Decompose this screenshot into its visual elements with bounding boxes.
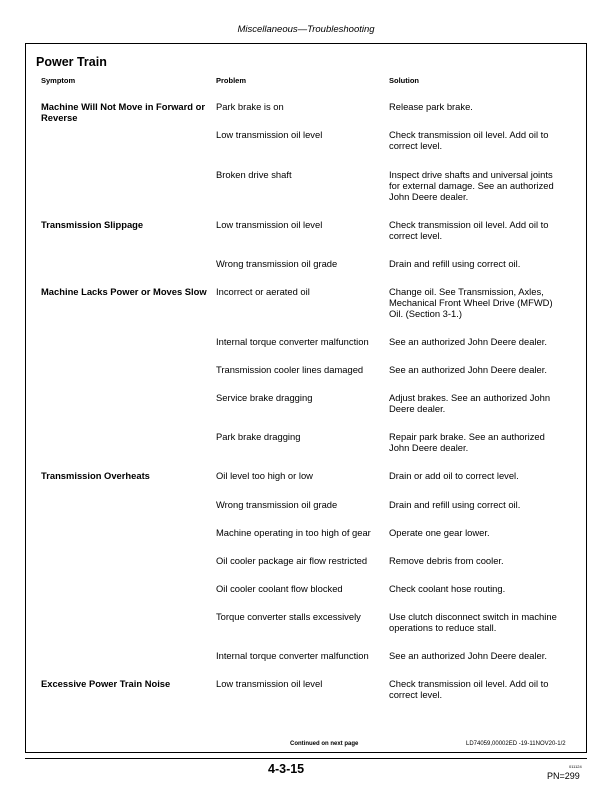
- row-13-solution: Remove debris from cooler.: [389, 555, 504, 566]
- row-10-problem: Oil level too high or low: [216, 470, 313, 481]
- row-9-problem: Park brake dragging: [216, 431, 301, 442]
- section-title: Power Train: [36, 55, 107, 69]
- small-code: 011124: [569, 764, 582, 769]
- row-9-solution: Repair park brake. See an authorized John Deere dealer.: [389, 431, 545, 453]
- row-10-solution: Drain or add oil to correct level.: [389, 470, 519, 481]
- row-0-problem: Park brake is on: [216, 101, 284, 112]
- row-3-solution: Check transmission oil level. Add oil to correct level.: [389, 219, 549, 241]
- row-7-problem: Transmission cooler lines damaged: [216, 364, 364, 375]
- document-reference: LD74059,00002ED -19-11NOV20-1/2: [466, 741, 566, 747]
- row-12-solution: Operate one gear lower.: [389, 527, 490, 538]
- row-12-problem: Machine operating in too high of gear: [216, 527, 371, 538]
- row-5-solution: Change oil. See Transmission, Axles, Mechanical Front Wheel Drive (MFWD) Oil. (Section 3-1.): [389, 286, 553, 319]
- row-15-solution: Use clutch disconnect switch in machine operations to reduce stall.: [389, 611, 557, 633]
- row-7-solution: See an authorized John Deere dealer.: [389, 364, 547, 375]
- row-14-problem: Oil cooler coolant flow blocked: [216, 583, 343, 594]
- row-6-problem: Internal torque converter malfunction: [216, 336, 369, 347]
- row-13-problem: Oil cooler package air flow restricted: [216, 555, 368, 566]
- running-header: Miscellaneous—Troubleshooting: [237, 24, 375, 35]
- bottom-rule: [25, 758, 587, 759]
- row-16-solution: See an authorized John Deere dealer.: [389, 650, 547, 661]
- row-5-symptom: Machine Lacks Power or Moves Slow: [41, 286, 207, 297]
- row-0-symptom: Machine Will Not Move in Forward or Reverse: [41, 101, 205, 123]
- row-10-symptom: Transmission Overheats: [41, 470, 150, 481]
- row-2-solution: Inspect drive shafts and universal joints for external damage. See an authorized John Deere dealer.: [389, 169, 554, 202]
- row-11-solution: Drain and refill using correct oil.: [389, 499, 521, 510]
- row-11-problem: Wrong transmission oil grade: [216, 499, 338, 510]
- row-6-solution: See an authorized John Deere dealer.: [389, 336, 547, 347]
- row-17-problem: Low transmission oil level: [216, 678, 323, 689]
- page-number: 4-3-15: [268, 762, 305, 776]
- row-5-problem: Incorrect or aerated oil: [216, 286, 310, 297]
- row-15-problem: Torque converter stalls excessively: [216, 611, 361, 622]
- column-header-solution: Solution: [389, 76, 419, 85]
- row-17-solution: Check transmission oil level. Add oil to correct level.: [389, 678, 549, 700]
- pn-number: PN=299: [547, 771, 580, 781]
- row-1-problem: Low transmission oil level: [216, 129, 323, 140]
- column-header-problem: Problem: [216, 76, 247, 85]
- row-17-symptom: Excessive Power Train Noise: [41, 678, 171, 689]
- row-14-solution: Check coolant hose routing.: [389, 583, 506, 594]
- row-16-problem: Internal torque converter malfunction: [216, 650, 369, 661]
- row-0-solution: Release park brake.: [389, 101, 473, 112]
- row-2-problem: Broken drive shaft: [216, 169, 292, 180]
- continued-notice: Continued on next page: [290, 741, 359, 747]
- row-4-problem: Wrong transmission oil grade: [216, 258, 338, 269]
- column-header-symptom: Symptom: [41, 76, 76, 85]
- row-3-problem: Low transmission oil level: [216, 219, 323, 230]
- row-8-problem: Service brake dragging: [216, 392, 313, 403]
- row-8-solution: Adjust brakes. See an authorized John Deere dealer.: [389, 392, 551, 414]
- row-4-solution: Drain and refill using correct oil.: [389, 258, 521, 269]
- row-1-solution: Check transmission oil level. Add oil to correct level.: [389, 129, 549, 151]
- row-3-symptom: Transmission Slippage: [41, 219, 144, 230]
